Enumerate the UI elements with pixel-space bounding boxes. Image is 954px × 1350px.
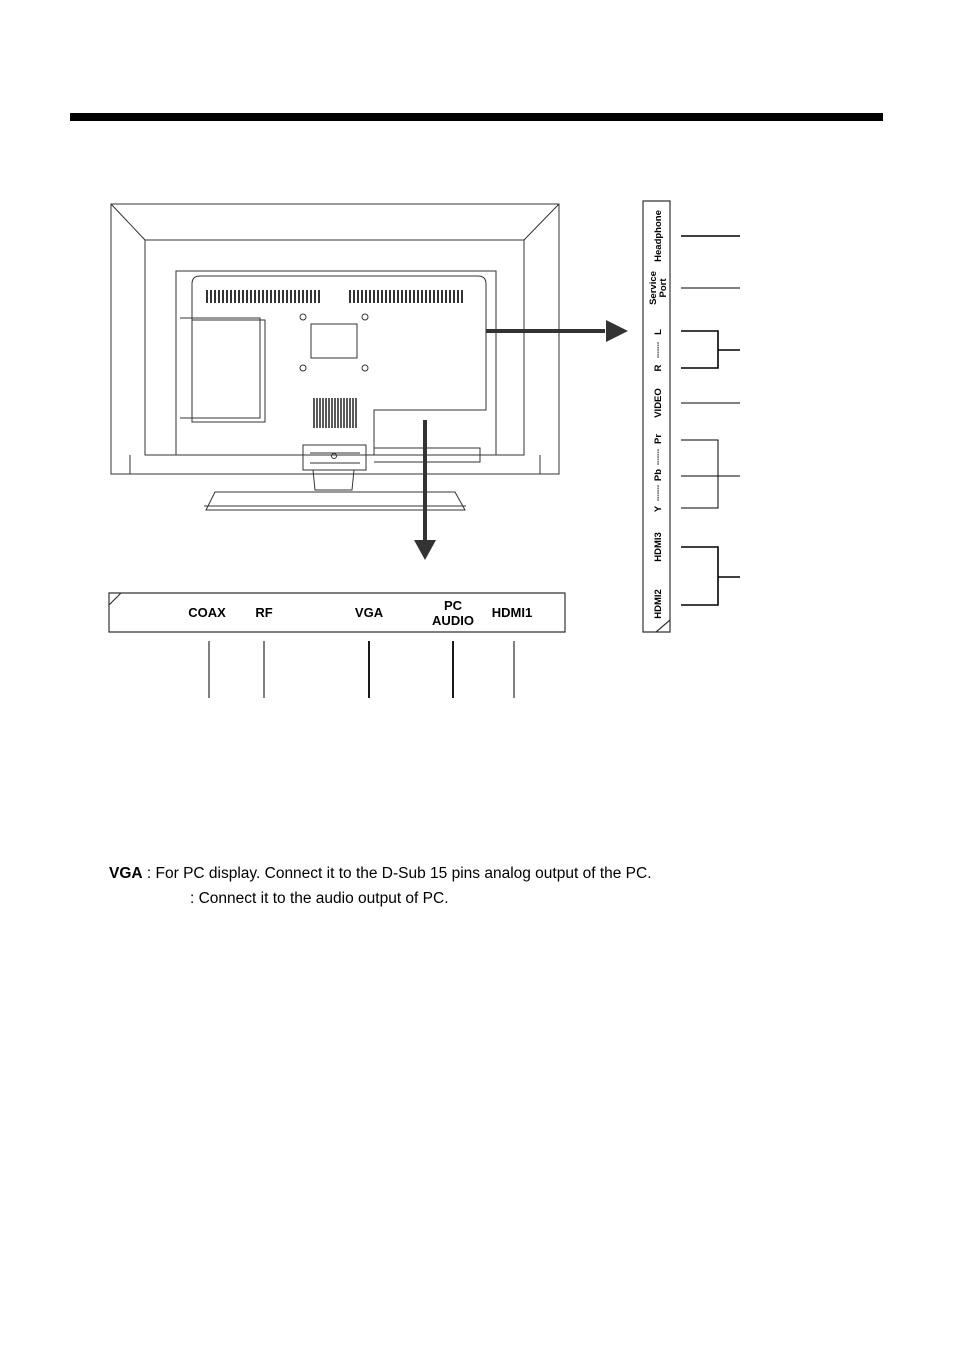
port-service: Service [648,271,659,305]
vent-right [350,290,462,303]
dash-pr: ------- [655,448,662,466]
port-pc: PC [443,598,463,613]
port-hdmi1: HDMI1 [491,605,533,620]
side-leader-lines [681,236,740,605]
port-rf: RF [255,605,273,620]
bottom-leader-lines [209,641,514,698]
port-hdmi3: HDMI3 [653,532,664,562]
port-service-port: Port [658,278,669,298]
port-audio-r: R [653,364,664,372]
vga-text: : For PC display. Connect it to the D-Sub 15 pins analog output of the PC. [146,865,652,882]
port-pr: Pr [653,433,664,445]
port-y: Y [653,505,664,513]
vent-left [207,290,319,303]
port-headphone: Headphone [653,210,664,262]
vesa-hole [362,365,368,371]
tv-back-outline [111,204,559,474]
dash-lr: ------- [655,341,662,359]
vesa-hole [300,314,306,320]
port-coax: COAX [188,605,226,620]
port-audio-l: L [653,329,664,335]
port-video: VIDEO [653,388,664,418]
pc-audio-text: : Connect it to the audio output of PC. [190,890,449,907]
rear-vents [207,290,462,428]
tv-rear-housing [176,271,496,455]
port-hdmi2: HDMI2 [653,589,664,619]
vga-term: VGA [109,865,143,882]
port-vga: VGA [354,605,384,620]
port-audio: AUDIO [432,613,474,628]
vesa-hole [362,314,368,320]
stand-neck [303,445,366,470]
vesa-hole [300,365,306,371]
pc-audio-description [190,889,449,909]
vesa-plate [311,324,357,358]
port-pb: Pb [653,468,664,482]
dash-y: ------- [655,484,662,502]
vga-description [109,864,652,884]
tv-bezel-corners [111,204,559,240]
vent-center [314,398,356,428]
